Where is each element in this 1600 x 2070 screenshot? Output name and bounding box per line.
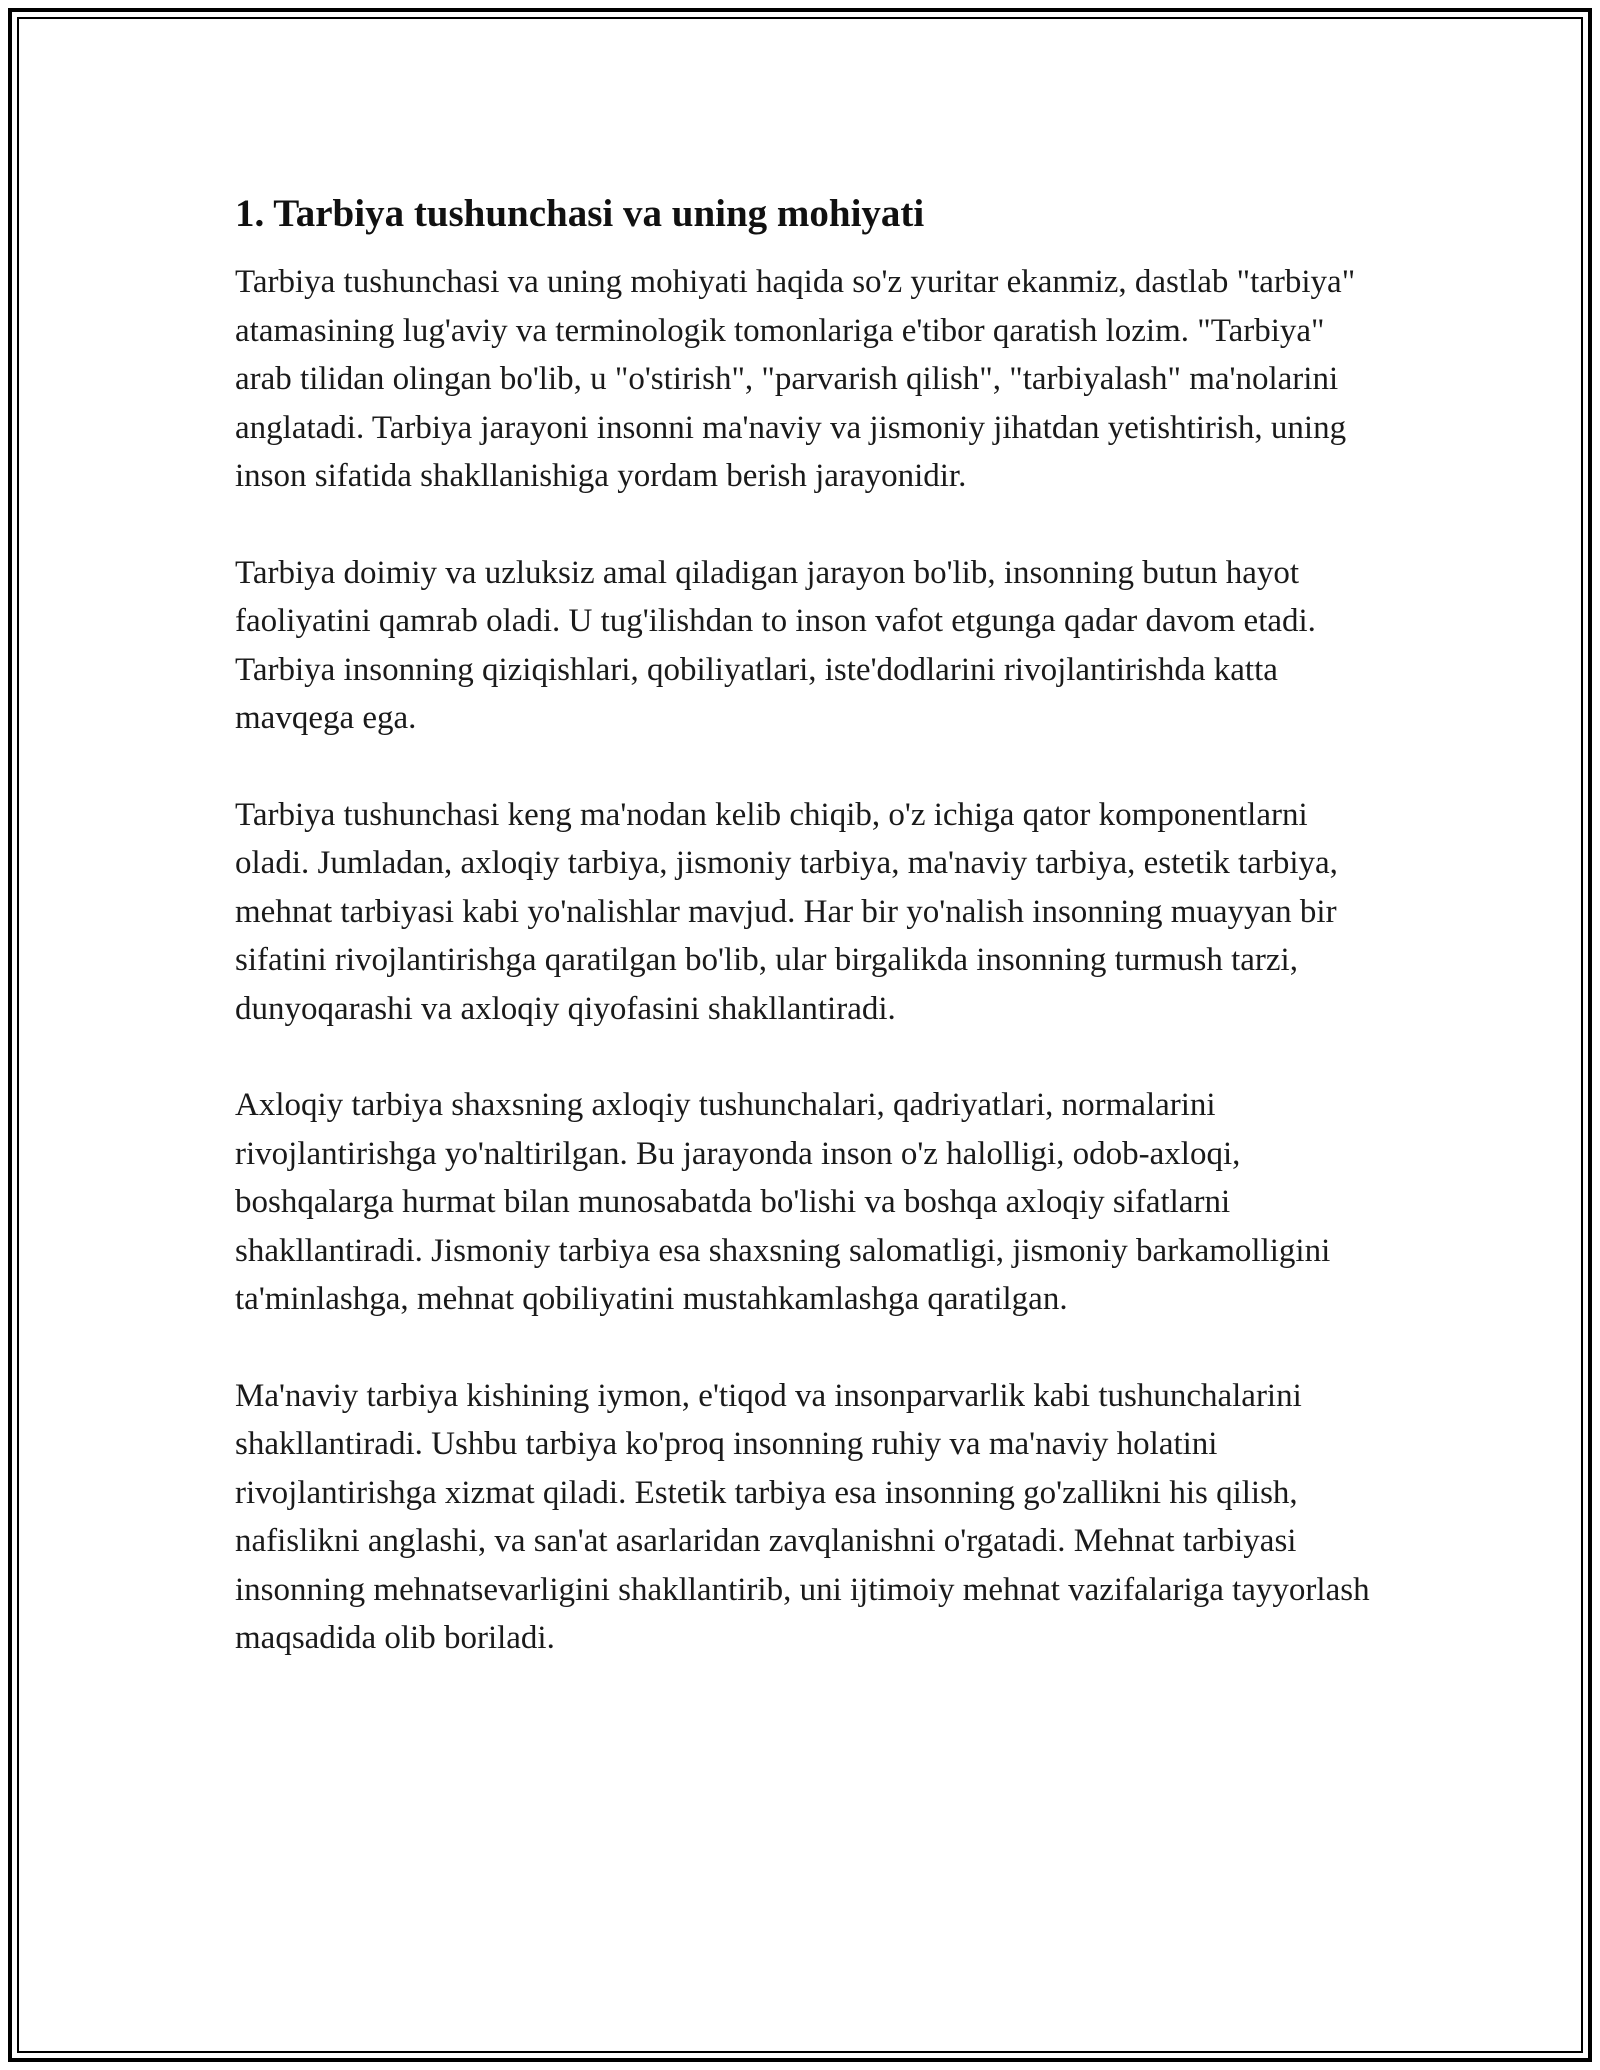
paragraph-definition: Tarbiya tushunchasi va uning mohiyati haqida so'z yuritar ekanmiz, dastlab "tarbiya" atamasining lug'aviy va terminologik tomonlariga e'tibor qaratish lozim. "Tarbiya" arab tilidan olingan bo'lib, u "o'stirish", "parvarish qilish", "tarbiyalash" ma'nolarini anglatadi. Tarbiya jarayoni insonni ma'naviy va jismoniy jihatdan yetishtirish, uning inson sifatida shakllanishiga yordam berish jarayonidir. [235, 264, 1356, 494]
paragraph-components: Tarbiya tushunchasi keng ma'nodan kelib chiqib, o'z ichiga qator komponentlarni oladi. Jumladan, axloqiy tarbiya, jismoniy tarbiya, ma'naviy tarbiya, estetik tarbiya, mehnat tarbiyasi kabi yo'nalishlar mavjud. Har bir yo'nalish insonning muayyan bir sifatini rivojlantirishga qaratilgan bo'lib, ular birgalikda insonning turmush tarzi, dunyoqarashi va axloqiy qiyofasini shakllantiradi. [235, 796, 1338, 1027]
paragraph-continuity: Tarbiya doimiy va uzluksiz amal qiladigan jarayon bo'lib, insonning butun hayot faoliyatini qamrab oladi. U tug'ilishdan to inson vafot etgunga qadar davom etadi. Tarbiya insonning qiziqishlari, qobiliyatlari, iste'dodlarini rivojlantirishda katta mavqega ega. [235, 554, 1316, 736]
paragraph-spiritual-aesthetic-labor: Ma'naviy tarbiya kishining iymon, e'tiqod va insonparvarlik kabi tushunchalarini shakllantiradi. Ushbu tarbiya ko'proq insonning ruhiy va ma'naviy holatini rivojlantirishga xizmat qiladi. Estetik tarbiya esa insonning go'zallikni his qilish, nafislikni anglashi, va san'at asarlaridan zavqlanishni o'rgatadi. Mehnat tarbiyasi insonning mehnatsevarligini shakllantirib, uni ijtimoiy mehnat vazifalariga tayyorlash maqsadida olib boriladi. [235, 1377, 1370, 1656]
section-heading: 1. Tarbiya tushunchasi va uning mohiyati [235, 192, 925, 235]
paragraph-moral-physical: Axloqiy tarbiya shaxsning axloqiy tushunchalari, qadriyatlari, normalarini rivojlantirishga yo'naltirilgan. Bu jarayonda inson o'z halolligi, odob-axloqi, boshqalarga hurmat bilan munosabatda bo'lishi va boshqa axloqiy sifatlarni shakllantiradi. Jismoniy tarbiya esa shaxsning salomatligi, jismoniy barkamolligini ta'minlashga, mehnat qobiliyatini mustahkamlashga qaratilgan. [235, 1087, 1331, 1317]
document-body [235, 186, 1375, 1663]
